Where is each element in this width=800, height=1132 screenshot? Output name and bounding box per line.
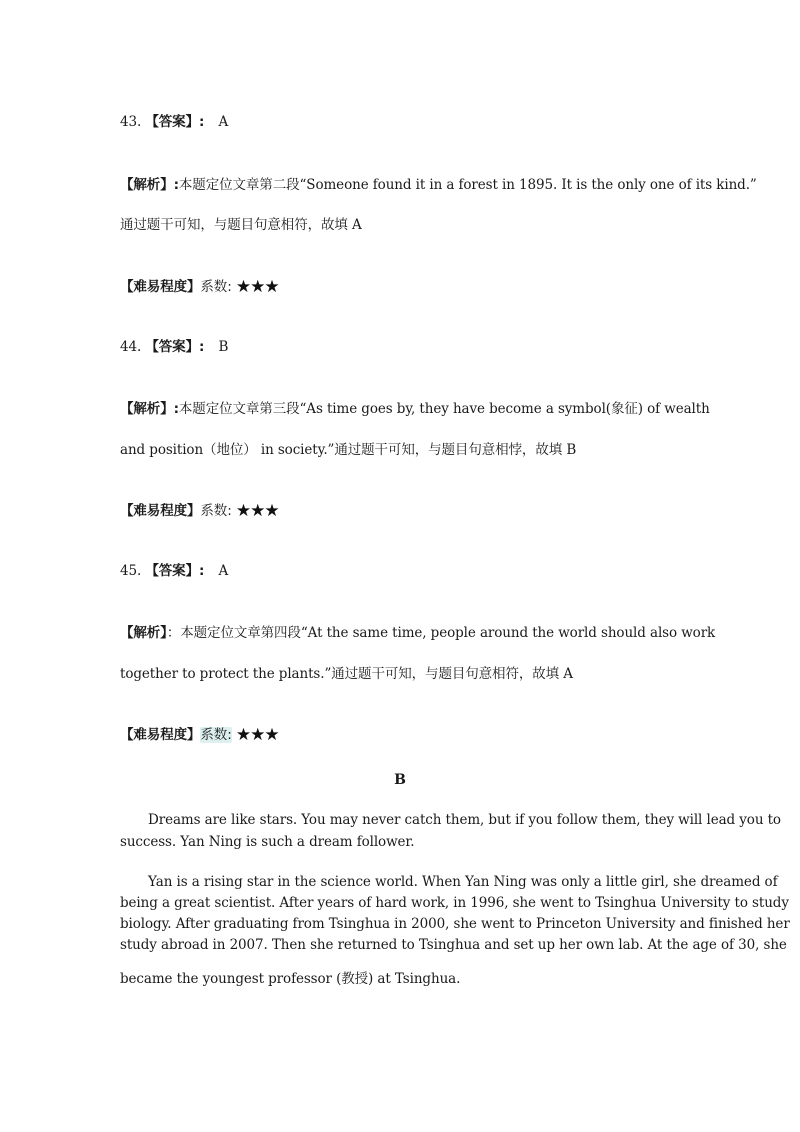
difficulty-44 <box>120 499 279 521</box>
analysis-45-line1 <box>120 621 715 641</box>
analysis-text: 本题定位文章第二段“Someone found it in a forest in 1895. It is the only one of its kind.” <box>178 177 757 193</box>
difficulty-coef: 系数: <box>200 279 232 295</box>
answer-45 <box>120 559 228 579</box>
answer-43 <box>120 110 228 130</box>
answer-label: 【答案】: <box>145 563 205 579</box>
analysis-45-line2: together to protect the plants.”通过题干可知，与题目句意相符，故填 A <box>120 666 573 682</box>
difficulty-coef: 系数: <box>200 503 232 519</box>
answer-value: A <box>218 563 229 579</box>
analysis-text: ：本题定位文章第四段“At the same time, people around the world should also work <box>166 625 716 641</box>
question-number: 45. <box>120 563 142 579</box>
answer-value: B <box>218 339 229 355</box>
star-rating-icon: ★★★ <box>235 501 279 521</box>
para1-line1: Dreams are like stars. You may never catch them, but if you follow them, they will lead you to <box>148 812 781 828</box>
para2-line5: became the youngest professor (教授) at Tsinghua. <box>120 971 461 987</box>
star-rating-icon: ★★★ <box>235 725 279 745</box>
difficulty-coef: 系数: <box>200 727 232 743</box>
question-number: 43. <box>120 114 142 130</box>
analysis-43-line1 <box>120 173 757 193</box>
para1-line2: success. Yan Ning is such a dream follower. <box>120 834 415 850</box>
star-rating-icon: ★★★ <box>235 277 279 297</box>
para2-line2: being a great scientist. After years of hard work, in 1996, she went to Tsinghua University to study <box>120 895 789 911</box>
answer-value: A <box>218 114 229 130</box>
analysis-text: 本题定位文章第三段“As time goes by, they have become a symbol(象征) of wealth <box>178 401 710 417</box>
analysis-label: 【解析】: <box>120 401 179 417</box>
analysis-43-line2: 通过题干可知，与题目句意相符，故填 A <box>120 217 362 233</box>
analysis-44-line1 <box>120 397 710 417</box>
analysis-label: 【解析】: <box>120 177 179 193</box>
answer-label: 【答案】: <box>145 339 205 355</box>
answer-label: 【答案】: <box>145 114 205 130</box>
difficulty-label: 【难易程度】 <box>120 727 201 743</box>
para2-line4: study abroad in 2007. Then she returned to Tsinghua and set up her own lab. At the age of 30, she <box>120 937 787 953</box>
question-number: 44. <box>120 339 142 355</box>
answer-44 <box>120 335 228 355</box>
difficulty-label: 【难易程度】 <box>120 503 201 519</box>
difficulty-45 <box>120 723 279 745</box>
difficulty-label: 【难易程度】 <box>120 279 201 295</box>
section-title: B <box>394 772 406 788</box>
analysis-44-line2: and position（地位） in society.”通过题干可知，与题目句意相悖，故填 B <box>120 442 577 458</box>
analysis-label: 【解析】 <box>120 625 167 641</box>
para2-line1: Yan is a rising star in the science world. When Yan Ning was only a little girl, she dreamed of <box>148 874 778 890</box>
para2-line3: biology. After graduating from Tsinghua in 2000, she went to Princeton University and finished her <box>120 916 790 932</box>
difficulty-43 <box>120 275 279 297</box>
